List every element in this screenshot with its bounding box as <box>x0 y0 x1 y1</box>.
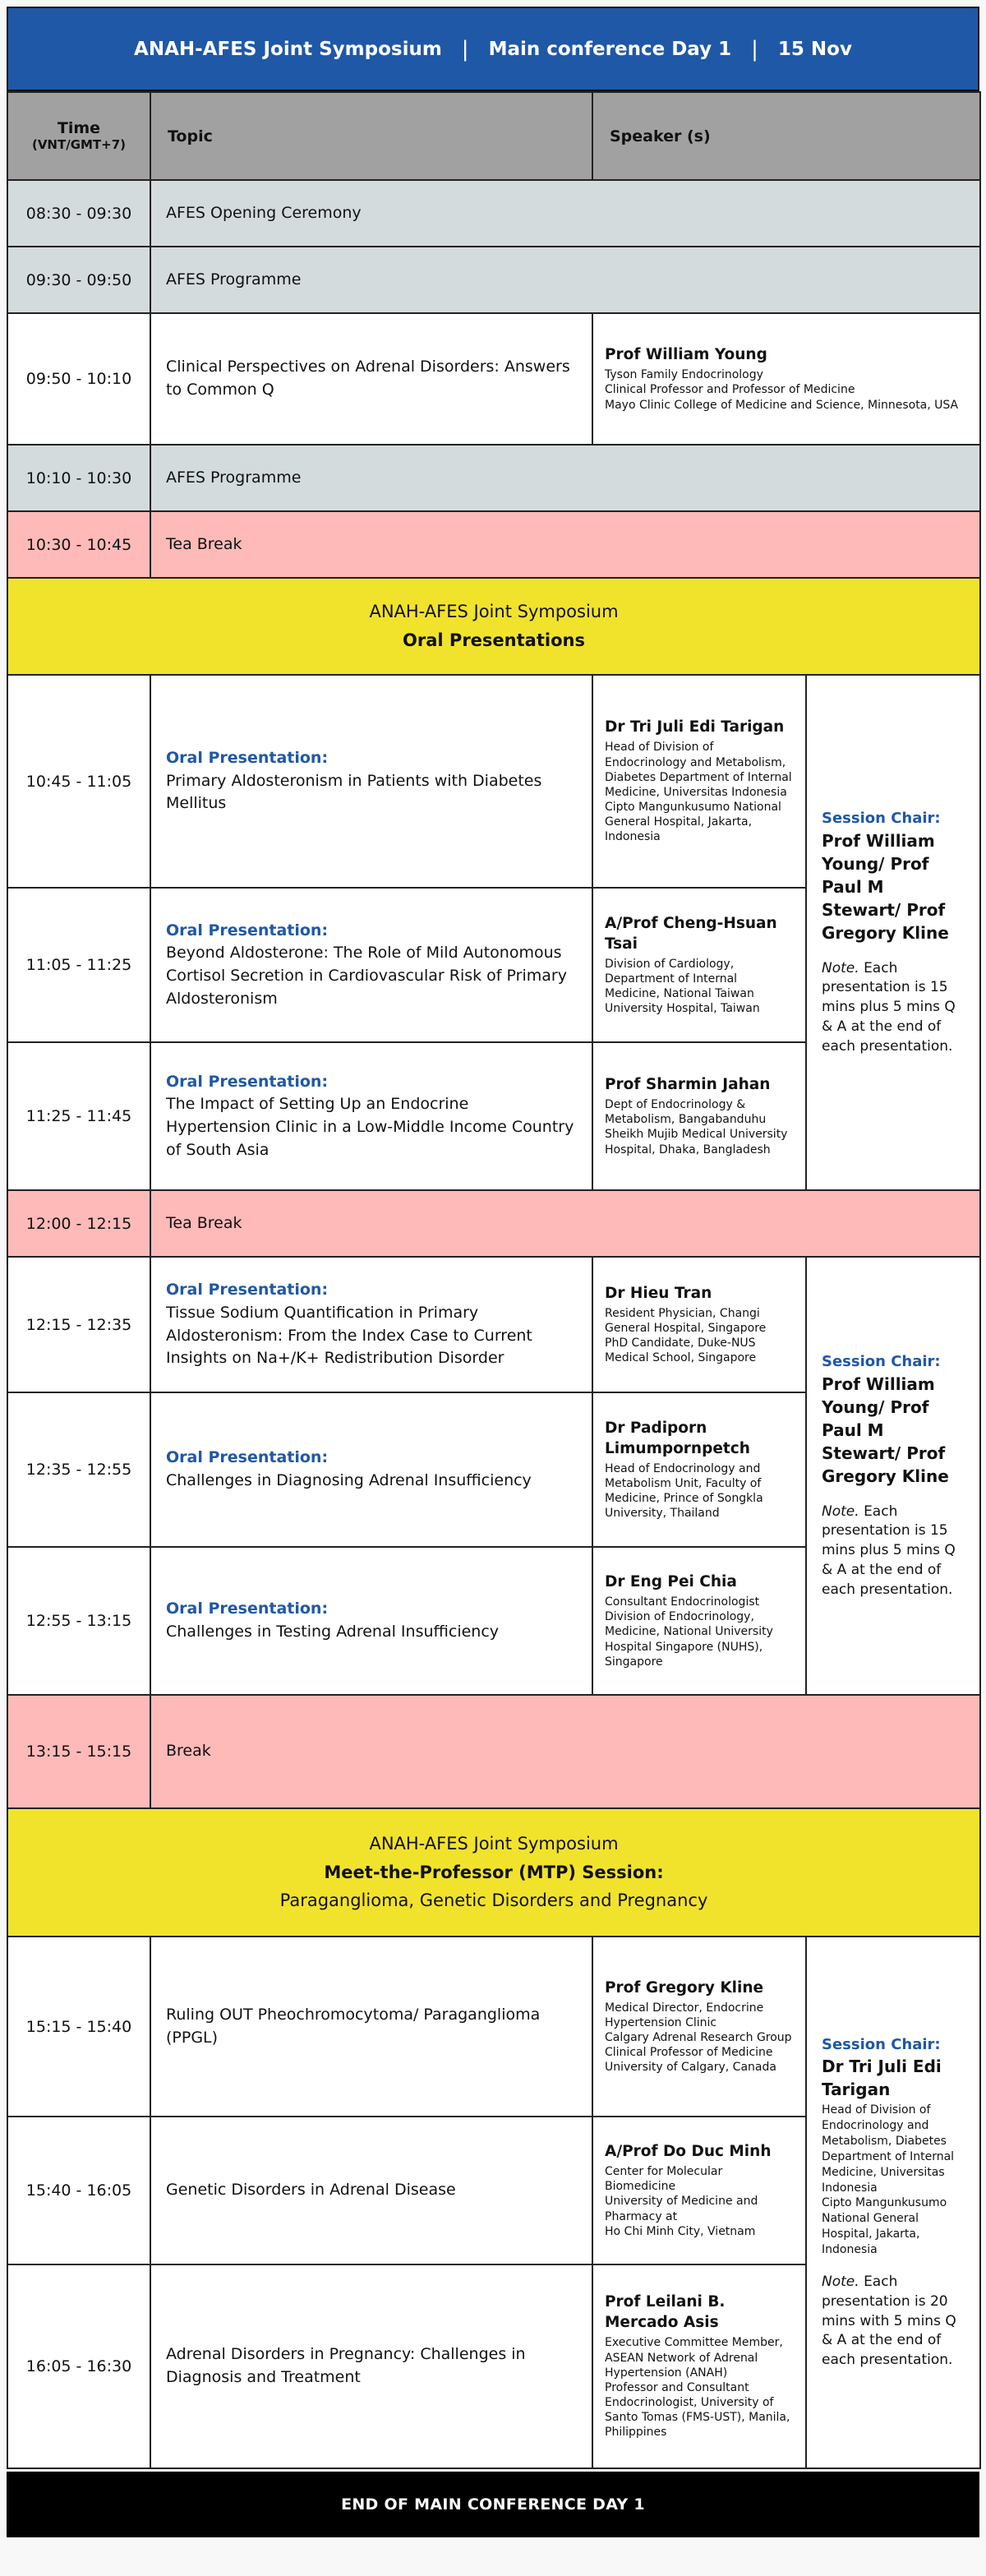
speaker-cell <box>592 1547 806 1695</box>
speaker-affiliation: Cipto Mangunkusumo National General Hospital, Jakarta, Indonesia <box>605 801 781 844</box>
session-chair-cell <box>806 1937 980 2468</box>
time-cell: 13:15 - 15:15 <box>7 1695 150 1808</box>
speaker-cell <box>592 675 806 888</box>
note-text: Each presentation is 20 mins with 5 mins Q & A at the end of each presentation. <box>822 2274 956 2369</box>
schedule-row-oral-4 <box>7 1257 980 1392</box>
header-bar <box>7 7 979 91</box>
topic-cell <box>150 1392 592 1547</box>
schedule-row-afes-2 <box>7 445 980 511</box>
topic-cell: Genetic Disorders in Adrenal Disease <box>150 2117 592 2264</box>
session-chair-cell <box>806 675 980 1190</box>
oral-presentation-label: Oral Presentation: <box>166 1600 329 1618</box>
oral-presentation-label: Oral Presentation: <box>166 749 329 768</box>
speaker-cell <box>592 313 980 445</box>
topic-cell <box>150 1257 592 1392</box>
time-cell: 16:05 - 16:30 <box>7 2264 150 2468</box>
session-chair-name: Prof William Young/ Prof Paul M Stewart/ Prof Gregory Kline <box>822 1373 949 1486</box>
speaker-name: Dr Eng Pei Chia <box>605 1573 737 1591</box>
topic-title: Challenges in Testing Adrenal Insufficiency <box>166 1623 500 1641</box>
header-date: 15 Nov <box>777 38 852 60</box>
time-cell: 15:15 - 15:40 <box>7 1937 150 2117</box>
time-cell: 11:05 - 11:25 <box>7 888 150 1042</box>
speaker-name: Prof William Young <box>605 346 767 364</box>
section-banner-cell <box>7 1808 980 1937</box>
schedule-row-tea-break-2 <box>7 1190 980 1257</box>
footer-bar <box>7 2472 979 2537</box>
speaker-affiliation: Executive Committee Member, ASEAN Network of Adrenal Hypertension (ANAH) <box>605 2336 783 2380</box>
speaker-cell <box>592 1392 806 1547</box>
speaker-name: Prof Gregory Kline <box>605 1978 764 1997</box>
session-note <box>822 959 965 1057</box>
speaker-affiliation: Clinical Professor and Professor of Medicine <box>605 383 855 397</box>
speaker-affiliation: Medical Director, Endocrine Hypertension Clinic <box>605 2001 764 2029</box>
topic-title: Tissue Sodium Quantification in Primary Aldosteronism: From the Index Case to Current Insights on Na+/K+ Redistribution Disorder <box>166 1303 532 1368</box>
schedule-row-oral-1 <box>7 675 980 888</box>
topic-cell: Adrenal Disorders in Pregnancy: Challenges in Diagnosis and Treatment <box>150 2264 592 2468</box>
time-cell: 12:55 - 13:15 <box>7 1547 150 1695</box>
speaker-affiliation: Clinical Professor of Medicine <box>605 2046 773 2060</box>
time-cell: 12:15 - 12:35 <box>7 1257 150 1392</box>
section-subtitle: Meet-the-Professor (MTP) Session: <box>324 1862 664 1882</box>
column-header-topic: Topic <box>150 92 592 180</box>
column-header-speaker: Speaker (s) <box>592 92 980 180</box>
speaker-affiliation: Dept of Endocrinology & Metabolism, Bangabanduhu Sheikh Mujib Medical University Hospital, Dhaka, Bangladesh <box>605 1098 788 1156</box>
topic-cell: Tea Break <box>150 1190 980 1257</box>
speaker-affiliation: Professor and Consultant Endocrinologist, University of Santo Tomas (FMS-UST), Manila, Philippines <box>605 2380 790 2440</box>
topic-cell: Ruling OUT Pheochromocytoma/ Paraganglioma (PPGL) <box>150 1937 592 2117</box>
speaker-name: Dr Hieu Tran <box>605 1284 712 1302</box>
speaker-cell <box>592 1042 806 1190</box>
header-symposium: ANAH-AFES Joint Symposium <box>134 38 442 60</box>
header-separator-1: | <box>461 36 469 62</box>
footer-text: END OF MAIN CONFERENCE DAY 1 <box>341 2495 645 2514</box>
speaker-affiliation: PhD Candidate, Duke-NUS Medical School, Singapore <box>605 1336 757 1365</box>
schedule-row-afes-1 <box>7 247 980 313</box>
section-banner-mtp <box>7 1808 980 1937</box>
session-chair-affiliation: Head of Division of Endocrinology and Metabolism, Diabetes Department of Internal Medicine, Universitas Indonesia <box>822 2103 955 2195</box>
speaker-cell <box>592 1257 806 1392</box>
note-text: Each presentation is 15 mins plus 5 mins Q & A at the end of each presentation. <box>822 1503 956 1598</box>
time-cell: 10:30 - 10:45 <box>7 511 150 578</box>
speaker-name: Prof Sharmin Jahan <box>605 1076 771 1094</box>
topic-title: Primary Aldosteronism in Patients with Diabetes Mellitus <box>166 771 542 813</box>
topic-cell <box>150 675 592 888</box>
column-time-label: Time <box>57 118 101 137</box>
time-cell: 10:45 - 11:05 <box>7 675 150 888</box>
header-separator-2: | <box>751 36 758 62</box>
section-subtitle: Oral Presentations <box>403 630 585 650</box>
section-banner-cell <box>7 578 980 675</box>
topic-cell: AFES Opening Ceremony <box>150 180 980 247</box>
topic-cell: AFES Programme <box>150 247 980 313</box>
note-label: Note. <box>822 2274 859 2291</box>
section-banner-oral <box>7 578 980 675</box>
session-chair-affiliation: Cipto Mangunkusumo National General Hospital, Jakarta, Indonesia <box>822 2196 947 2257</box>
topic-cell: AFES Programme <box>150 445 980 511</box>
speaker-affiliation: Division of Endocrinology, Medicine, National University Hospital Singapore (NUHS), Singapore <box>605 1610 773 1669</box>
speaker-cell <box>592 1937 806 2117</box>
column-time-zone: (VNT/GMT+7) <box>31 136 127 152</box>
topic-cell <box>150 1547 592 1695</box>
time-cell: 08:30 - 09:30 <box>7 180 150 247</box>
session-chair-name: Prof William Young/ Prof Paul M Stewart/ Prof Gregory Kline <box>822 830 949 943</box>
time-cell: 09:50 - 10:10 <box>7 313 150 445</box>
topic-title: The Impact of Setting Up an Endocrine Hypertension Clinic in a Low-Middle Income Country of South Asia <box>166 1095 574 1159</box>
topic-title: Challenges in Diagnosing Adrenal Insufficiency <box>166 1471 532 1489</box>
speaker-affiliation: Ho Chi Minh City, Vietnam <box>605 2224 756 2238</box>
speaker-affiliation: Head of Division of Endocrinology and Metabolism, Diabetes Department of Internal Medicine, Universitas Indonesia <box>605 741 792 799</box>
schedule-row-opening <box>7 180 980 247</box>
header-day: Main conference Day 1 <box>488 38 732 60</box>
speaker-name: A/Prof Do Duc Minh <box>605 2143 772 2161</box>
time-cell: 15:40 - 16:05 <box>7 2117 150 2264</box>
speaker-name: Dr Tri Juli Edi Tarigan <box>605 718 785 736</box>
time-cell: 12:35 - 12:55 <box>7 1392 150 1547</box>
speaker-affiliation: University of Calgary, Canada <box>605 2061 776 2075</box>
speaker-affiliation: Consultant Endocrinologist <box>605 1595 760 1609</box>
schedule-row-break <box>7 1695 980 1808</box>
note-label: Note. <box>822 1503 859 1520</box>
speaker-name: Prof Leilani B. Mercado Asis <box>605 2293 726 2332</box>
speaker-affiliation: Mayo Clinic College of Medicine and Science, Minnesota, USA <box>605 398 959 412</box>
oral-presentation-label: Oral Presentation: <box>166 921 329 939</box>
speaker-name: Dr Padiporn Limumpornpetch <box>605 1419 750 1457</box>
topic-cell: Break <box>150 1695 980 1808</box>
note-text: Each presentation is 15 mins plus 5 mins Q & A at the end of each presentation. <box>822 959 956 1055</box>
schedule-row-clinical-perspectives <box>7 313 980 445</box>
schedule-row-mtp-1 <box>7 1937 980 2117</box>
session-note <box>822 2273 965 2371</box>
topic-cell: Tea Break <box>150 511 980 578</box>
section-title: ANAH-AFES Joint Symposium <box>369 1834 619 1854</box>
speaker-affiliation: University of Medicine and Pharmacy at <box>605 2195 758 2223</box>
topic-cell: Clinical Perspectives on Adrenal Disorders: Answers to Common Q <box>150 313 592 445</box>
topic-cell <box>150 1042 592 1190</box>
session-chair-label: Session Chair: <box>822 2035 941 2053</box>
session-chair-label: Session Chair: <box>822 1353 941 1371</box>
session-note <box>822 1503 965 1600</box>
speaker-affiliation: Head of Endocrinology and Metabolism Unit, Faculty of Medicine, Prince of Songkla University, Thailand <box>605 1461 763 1521</box>
section-topic: Paraganglioma, Genetic Disorders and Pregnancy <box>279 1890 708 1911</box>
session-chair-label: Session Chair: <box>822 810 941 828</box>
speaker-affiliation: Calgary Adrenal Research Group <box>605 2030 792 2044</box>
schedule-table <box>7 91 981 2469</box>
time-cell: 10:10 - 10:30 <box>7 445 150 511</box>
oral-presentation-label: Oral Presentation: <box>166 1072 329 1091</box>
topic-cell <box>150 888 592 1042</box>
column-header-row <box>7 92 980 180</box>
column-header-time <box>7 92 150 180</box>
session-chair-cell <box>806 1257 980 1695</box>
schedule-row-tea-break-1 <box>7 511 980 578</box>
speaker-cell <box>592 2264 806 2468</box>
speaker-affiliation: Division of Cardiology, Department of Internal Medicine, National Taiwan University Hospital, Taiwan <box>605 957 760 1016</box>
time-cell: 09:30 - 09:50 <box>7 247 150 313</box>
speaker-cell <box>592 888 806 1042</box>
topic-title: Beyond Aldosterone: The Role of Mild Autonomous Cortisol Secretion in Cardiovascular Risk of Primary Aldosteronism <box>166 944 567 1008</box>
oral-presentation-label: Oral Presentation: <box>166 1281 329 1300</box>
speaker-cell <box>592 2117 806 2264</box>
time-cell: 11:25 - 11:45 <box>7 1042 150 1190</box>
speaker-affiliation: Center for Molecular Biomedicine <box>605 2165 723 2194</box>
session-chair-name: Dr Tri Juli Edi Tarigan <box>822 2057 942 2100</box>
speaker-name: A/Prof Cheng-Hsuan Tsai <box>605 914 777 953</box>
time-cell: 12:00 - 12:15 <box>7 1190 150 1257</box>
speaker-affiliation: Resident Physician, Changi General Hospital, Singapore <box>605 1306 767 1335</box>
speaker-affiliation: Tyson Family Endocrinology <box>605 368 763 382</box>
note-label: Note. <box>822 959 859 976</box>
oral-presentation-label: Oral Presentation: <box>166 1448 329 1467</box>
section-title: ANAH-AFES Joint Symposium <box>369 602 619 622</box>
